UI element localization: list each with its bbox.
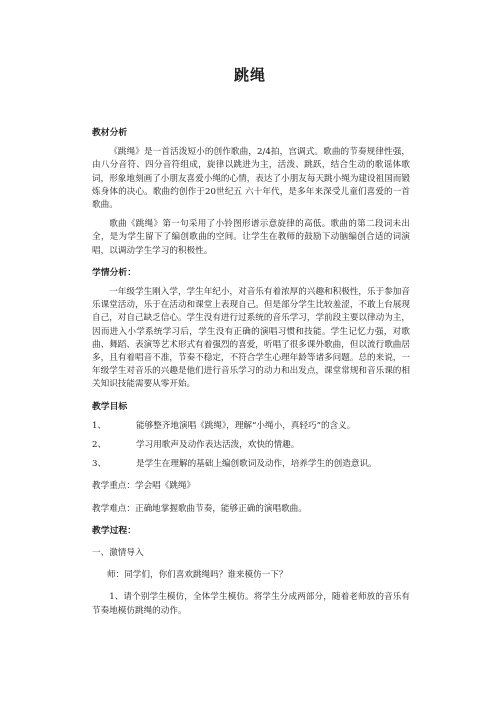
step1-heading: 一、激情导入	[92, 548, 144, 559]
goal-text: 能够整齐地演唱《跳绳》，理解“小绳小，真轻巧”的含义。	[136, 420, 356, 431]
section-heading-students: 学情分析：	[92, 267, 136, 278]
goal-item	[92, 458, 410, 471]
goal-item	[92, 420, 410, 433]
goal-text: 是学生在理解的基础上编创歌词及动作，培养学生的创造意识。	[136, 459, 377, 470]
document-body	[92, 127, 410, 618]
step1-paragraph: 1、请个别学生模仿，全体学生模仿。将学生分成两部分，随着老师放的音乐有节奏地模仿跳绳的动作。	[92, 592, 410, 616]
section-heading-analysis: 教材分析	[92, 128, 128, 138]
section-heading-goals: 教学目标	[92, 401, 128, 412]
teacher-line: 师：同学们，你们喜欢跳绳吗？谁来模仿一下？	[107, 570, 288, 581]
goal-item	[92, 439, 410, 452]
goal-text: 学习用歌声及动作表达活泼，欢快的情趣。	[136, 440, 300, 451]
key-point: 教学重点：学会唱《跳绳》	[92, 481, 196, 492]
analysis-paragraph-1: 《跳绳》是一首活泼短小的创作歌曲，2/4拍，宫调式。歌曲的节奏规律性强，由八分音符、四分音符组成，旋律以跳进为主，活泼、跳跃，结合生动的歌谣体歌词，形象地刻画了小朋友喜爱小绳的心情，表达了小朋友每天跳小绳为建设祖国而锻炼身体的决心。歌曲约创作于20世纪五 六十年代，是多年来深受儿童们喜爱的一首歌曲。	[92, 147, 410, 211]
goal-number: 2、	[92, 440, 107, 451]
page-title: 跳绳	[233, 66, 266, 84]
goal-number: 3、	[92, 459, 107, 470]
section-heading-process: 教学过程：	[92, 525, 136, 536]
difficulty-point: 教学难点：正确地掌握歌曲节奏，能够正确的演唱歌曲。	[92, 503, 307, 514]
analysis-paragraph-2: 歌曲《跳绳》第一句采用了小铃图形谱示意旋律的高低。歌曲的第二段词未出全，是为学生留下了编创歌曲的空间。让学生在教师的鼓励下动脑编创合适的词演唱，以调动学生学习的积极性。	[92, 219, 410, 256]
goal-number: 1、	[92, 420, 107, 431]
students-paragraph: 一年级学生刚入学，学生年纪小，对音乐有着浓厚的兴趣和积极性，乐于参加音乐课堂活动，乐于在活动和课堂上表现自己。但是部分学生比较羞涩，不敢上台展现自己，对自己缺乏信心。学生没有进行过系统的音乐学习，学前段主要以律动为主，因而进入小学系统学习后，学生没有正确的演唱习惯和技能。学生记忆力强，对歌曲、舞蹈、表演等艺术形式有着强烈的喜爱，听唱了很多课外歌曲，但以流行歌曲居多，且有着唱音不准，节奏不稳定，不符合学生心理年龄等诸多问题。总的来说，一年级学生对音乐的兴趣是他们进行音乐学习的动力和出发点，课堂常规和音乐课的相关知识技能需要从零开始。	[92, 287, 410, 390]
